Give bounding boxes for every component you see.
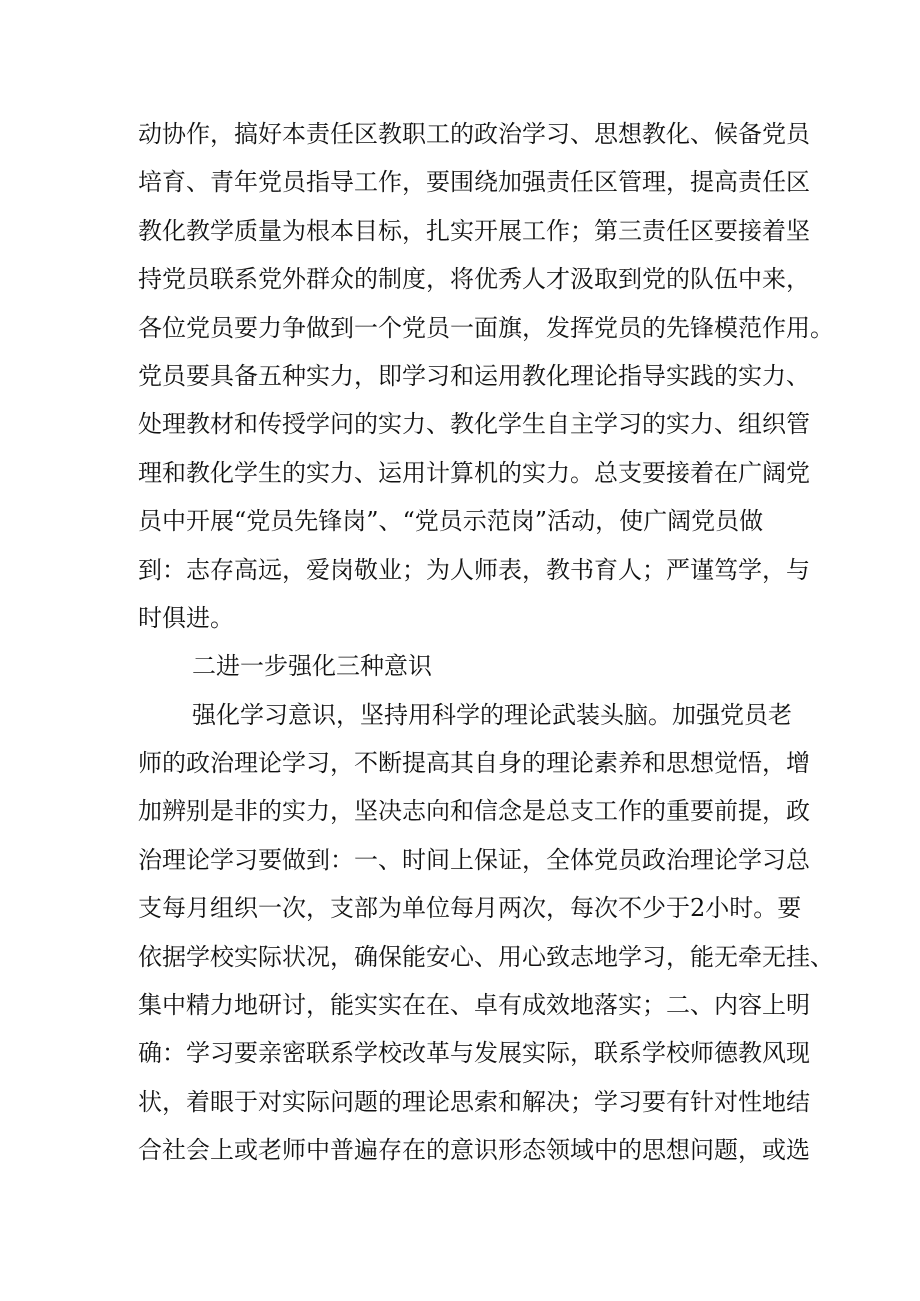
text-line: 师的政治理论学习，不断提高其自身的理论素养和思想觉悟，增 [138,749,810,778]
text-line: 集中精力地研讨，能实实在在、卓有成效地落实；二、内容上明 [138,991,810,1020]
text-line: 确：学习要亲密联系学校改革与发展实际，联系学校师德教风现 [138,1039,810,1068]
text-line: 培育、青年党员指导工作，要围绕加强责任区管理，提高责任区 [138,168,810,197]
text-line: 到：志存高远，爱岗敬业；为人师表，教书育人；严谨笃学，与 [138,555,810,584]
text-line: 加辨别是非的实力，坚决志向和信念是总支工作的重要前提，政 [138,797,810,826]
text-line: 合社会上或老师中普遍存在的意识形态领域中的思想问题，或选 [138,1136,810,1165]
text-line: 状，着眼于对实际问题的理论思索和解决；学习要有针对性地结 [138,1087,810,1116]
text-line: 理和教化学生的实力、运用计算机的实力。总支要接着在广阔党 [138,458,810,487]
text-line: 持党员联系党外群众的制度，将优秀人才汲取到党的队伍中来， [138,265,810,294]
text-line: 处理教材和传授学问的实力、教化学生自主学习的实力、组织管 [138,410,810,439]
text-line: 各位党员要力争做到一个党员一面旗，发挥党员的先锋模范作用。 [138,313,834,342]
text-line: 党员要具备五种实力，即学习和运用教化理论指导实践的实力、 [138,361,810,390]
section-heading: 二进一步强化三种意识 [192,652,432,681]
body-text [138,110,834,1175]
paragraph-first-line: 强化学习意识，坚持用科学的理论武装头脑。加强党员老 [192,700,792,729]
text-line: 员中开展“党员先锋岗”、“党员示范岗”活动，使广阔党员做 [138,507,764,536]
text-line: 动协作，搞好本责任区教职工的政治学习、思想教化、候备党员 [138,120,810,148]
text-line: 依据学校实际状况，确保能安心、用心致志地学习，能无牵无挂、 [138,942,834,971]
text-line: 治理论学习要做到：一、时间上保证，全体党员政治理论学习总 [138,845,810,874]
text-line: 支每月组织一次，支部为单位每月两次，每次不少于2小时。要 [138,894,802,923]
text-line: 教化教学质量为根本目标，扎实开展工作；第三责任区要接着坚 [138,216,810,245]
text-line: 时俱进。 [138,603,234,632]
